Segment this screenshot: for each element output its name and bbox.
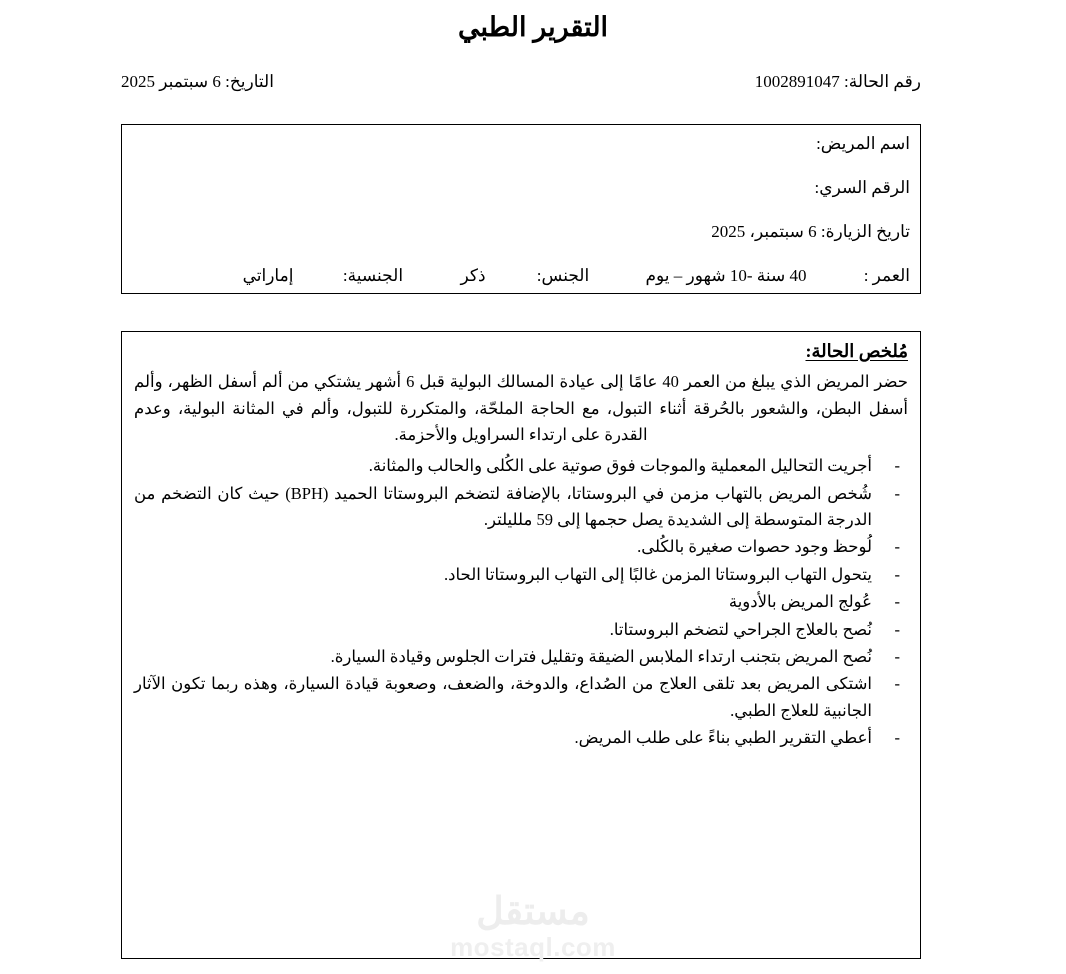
finding-text: عُولج المريض بالأدوية bbox=[728, 592, 872, 612]
bullet-marker: - bbox=[894, 564, 900, 584]
finding-item bbox=[134, 617, 908, 643]
bullet-marker: - bbox=[894, 728, 900, 748]
finding-text: نُصح بالعلاج الجراحي لتضخم البروستاتا. bbox=[609, 619, 872, 639]
finding-item bbox=[134, 589, 908, 615]
finding-text: شُخص المريض بالتهاب مزمن في البروستاتا، بالإضافة لتضخم البروستاتا الحميد (BPH) حيث كان التضخم من الدرجة المتوسطة إلى الشديدة يصل حجمها إلى 59 ملليلتر. bbox=[134, 483, 873, 529]
bullet-marker: - bbox=[894, 592, 900, 612]
sex-value: ذكر bbox=[460, 266, 486, 285]
sex-label: الجنس: bbox=[536, 266, 590, 285]
watermark-arabic-text: مستقل bbox=[476, 891, 590, 933]
bullet-marker: - bbox=[894, 619, 900, 639]
patient-secret-number-label: الرقم السري: bbox=[814, 178, 910, 197]
finding-text: يتحول التهاب البروستاتا المزمن غالبًا إلى التهاب البروستاتا الحاد. bbox=[444, 564, 872, 584]
findings-list bbox=[134, 453, 908, 751]
finding-item bbox=[134, 725, 908, 751]
report-date-value: 6 سبتمبر 2025 bbox=[121, 72, 221, 91]
finding-item bbox=[134, 453, 908, 479]
page-title: التقرير الطبي bbox=[457, 12, 609, 42]
case-summary-paragraph: حضر المريض الذي يبلغ من العمر 40 عامًا إلى عيادة المسالك البولية قبل 6 أشهر يشتكي من ألم أسفل الظهر، وألم أسفل البطن، والشعور بالحُرقة أثناء التبول، مع الحاجة الملحّة، والمتكررة للتبول، وألم في المثانة البولية، وعدم القدرة على ارتداء السراويل والأحزمة. bbox=[134, 372, 909, 445]
finding-text: لُوحظ وجود حصوات صغيرة بالكُلى. bbox=[637, 537, 872, 557]
bullet-marker: - bbox=[894, 646, 900, 666]
nationality-value: إماراتي bbox=[242, 266, 294, 285]
case-number-label: رقم الحالة: bbox=[844, 72, 921, 91]
watermark-latin-text: mostaql.com bbox=[450, 931, 616, 962]
visit-date-label: تاريخ الزيارة: bbox=[820, 222, 910, 241]
bullet-marker: - bbox=[894, 483, 900, 503]
finding-item bbox=[134, 671, 908, 724]
finding-text: أعطي التقرير الطبي بناءً على طلب المريض. bbox=[574, 728, 872, 748]
bullet-marker: - bbox=[894, 537, 900, 557]
case-summary-box bbox=[121, 331, 921, 959]
finding-text: نُصح المريض بتجنب ارتداء الملابس الضيقة وتقليل فترات الجلوس وقيادة السيارة. bbox=[330, 646, 872, 666]
patient-name-row bbox=[694, 134, 910, 154]
bullet-marker: - bbox=[894, 456, 900, 476]
age-sex-nationality-row bbox=[132, 266, 910, 286]
patient-info-table bbox=[121, 124, 921, 294]
finding-item bbox=[134, 534, 908, 560]
bullet-marker: - bbox=[894, 674, 900, 694]
finding-text: اشتكى المريض بعد تلقى العلاج من الصُداع، والدوخة، والضعف، وصعوبة قيادة السيارة، وهذه ربما تكون الآثار الجانبية للعلاج الطبي. bbox=[134, 674, 872, 720]
nationality-label: الجنسية: bbox=[342, 266, 404, 285]
age-value: 40 سنة -10 شهور – يوم bbox=[645, 266, 807, 285]
age-label: العمر : bbox=[863, 266, 910, 285]
patient-name-label: اسم المريض: bbox=[816, 134, 910, 153]
report-meta-row bbox=[121, 72, 921, 92]
report-date-label: التاريخ: bbox=[225, 72, 274, 91]
visit-date-row bbox=[699, 222, 910, 242]
case-number-value: 1002891047 bbox=[754, 72, 840, 91]
finding-item bbox=[134, 562, 908, 588]
finding-item bbox=[134, 481, 908, 534]
patient-secret-number-row bbox=[692, 178, 910, 198]
report-date-field bbox=[121, 72, 274, 92]
case-number-field bbox=[755, 72, 921, 92]
visit-date-value: 6 سبتمبر، 2025 bbox=[711, 222, 817, 241]
finding-text: أجريت التحاليل المعملية والموجات فوق صوتية على الكُلى والحالب والمثانة. bbox=[368, 456, 872, 476]
case-summary-heading: مُلخص الحالة: bbox=[805, 341, 908, 361]
finding-item bbox=[134, 644, 908, 670]
